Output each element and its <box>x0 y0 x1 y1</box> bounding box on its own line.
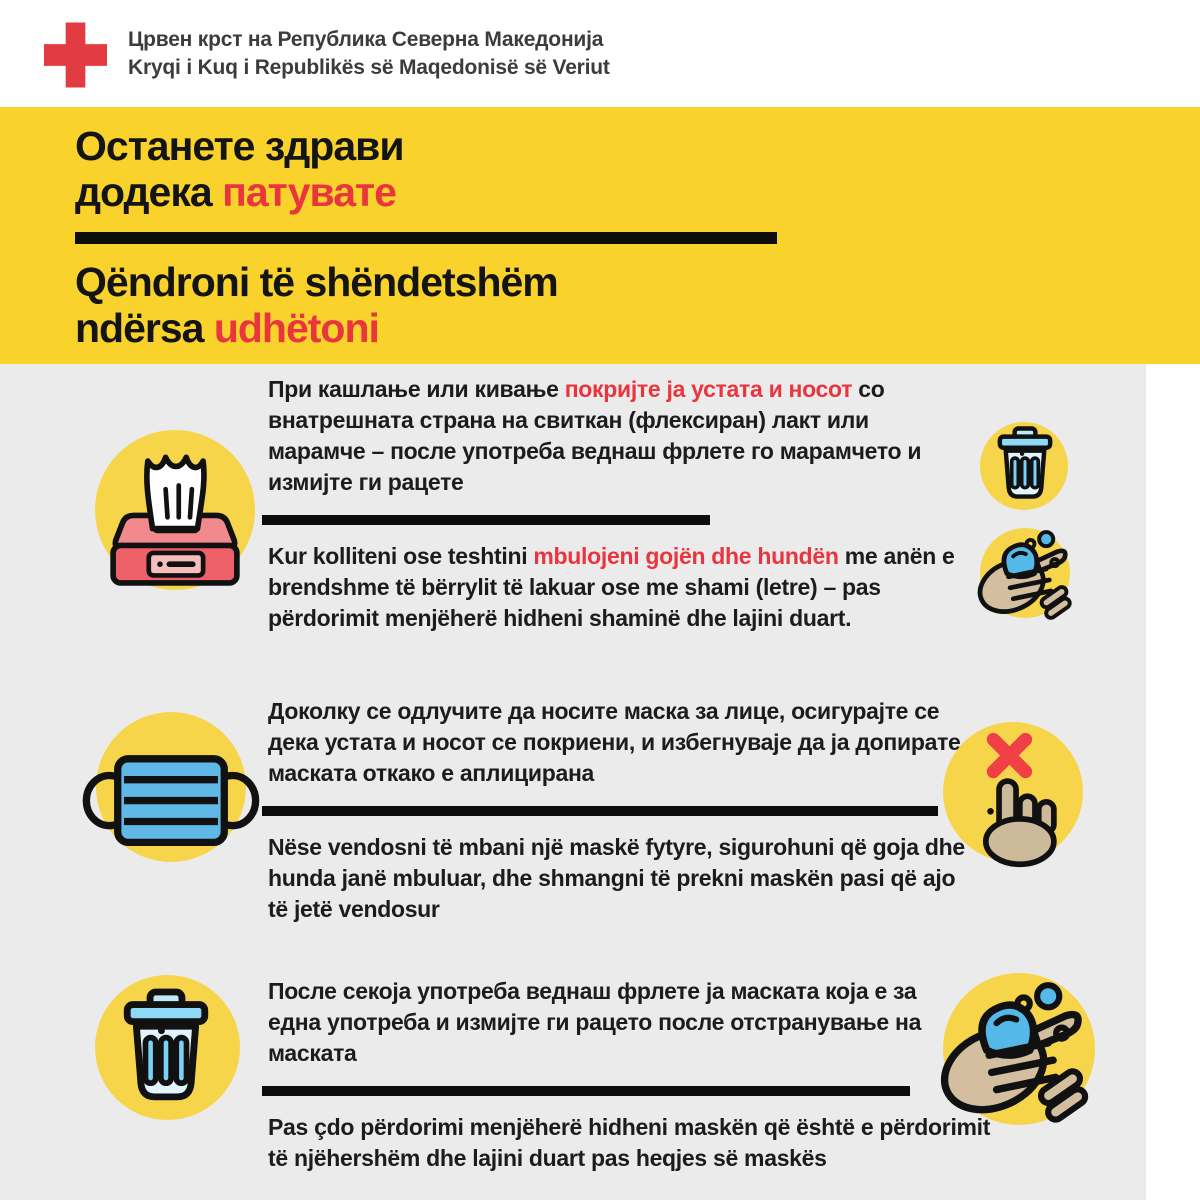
banner-divider <box>75 232 777 244</box>
paragraph-mk <box>268 374 968 498</box>
mk-text-post: со внатрешната страна на свиткан (флексиран) лакт или марамче – после употреба веднаш фрлете го марамчето и измијте ги рацете <box>268 376 922 495</box>
paragraph-mk <box>268 976 968 1069</box>
tissue-box-icon <box>95 430 255 590</box>
section-divider <box>262 806 938 816</box>
section3-text <box>268 976 1008 1174</box>
hand-washing-icon <box>980 528 1070 618</box>
banner-title-mk-line2-black: додека <box>75 169 223 215</box>
organization-name <box>128 26 610 82</box>
section1-text <box>268 374 968 634</box>
tissue-box-graphic <box>100 444 250 585</box>
mk-text: После секоја употреба веднаш фрлете ја маската која е за една употреба и измијте ги рацето после отстранување на маската <box>268 978 922 1066</box>
org-name-sq: Kryqi i Kuq i Republikës së Maqedonisë së Veriut <box>128 56 610 79</box>
section2-text <box>268 696 968 925</box>
banner-title-sq-line2 <box>75 305 777 351</box>
sq-highlight: mbulojeni gojën dhe hundën <box>533 543 839 569</box>
trash-bin-graphic <box>988 424 1062 507</box>
face-mask-icon <box>96 712 246 862</box>
trash-bin-icon <box>980 422 1068 510</box>
banner-title-mk-line2 <box>75 169 777 215</box>
mk-text: При кашлање или кивање <box>268 376 565 402</box>
banner-title-sq-line2-red: udhëtoni <box>213 305 379 351</box>
trash-bin-icon <box>95 975 240 1120</box>
paragraph-sq <box>268 1112 1008 1174</box>
paragraph-sq <box>268 541 968 634</box>
sq-text-post: me anën e brendshme të bërrylit të lakuar ose me shami (letre) – pas përdorimit menjëherë hidheni shaminë dhe lajini duart. <box>268 543 955 631</box>
paragraph-mk <box>268 696 968 789</box>
red-cross-logo <box>44 22 107 88</box>
do-not-touch-graphic <box>965 728 1069 870</box>
trash-bin-graphic <box>109 985 223 1113</box>
sq-text: Kur kolliteni ose teshtini <box>268 543 534 569</box>
do-not-touch-icon <box>943 722 1083 862</box>
hand-washing-icon <box>943 973 1095 1125</box>
mk-text: Доколку се одлучите да носите маска за лице, осигурајте се дека устата и носот се покриени, и избегнуваје да ја допирате маската откако е аплицирана <box>268 698 961 786</box>
mk-highlight: покријте ја устата и носот <box>564 376 853 402</box>
sq-text: Nëse vendosni të mbani një maskë fytyre, sigurohuni që goja dhe hunda janë mbuluar, dhe shmangni të prekni maskën pasi që ajo të jetë vendosur <box>268 834 965 922</box>
banner-title-sq-line1: Qëndroni të shëndetshëm <box>75 259 558 305</box>
banner-title-sq-line2-black: ndërsa <box>75 305 214 351</box>
hand-washing-graphic <box>935 979 1095 1129</box>
banner-title-mk-line2-red: патувате <box>222 169 396 215</box>
header <box>0 0 1200 107</box>
org-name-mk: Црвен крст на Република Северна Македонија <box>128 28 604 51</box>
face-mask-graphic <box>82 740 260 857</box>
section-divider <box>262 515 710 525</box>
sq-text: Pas çdo përdorimi menjëherë hidheni maskën që është e përdorimit të njëhershëm dhe lajini duart pas heqjes së maskës <box>268 1114 991 1171</box>
hand-washing-graphic <box>974 528 1076 624</box>
title-banner <box>0 107 1200 364</box>
paragraph-sq <box>268 832 968 925</box>
section-divider <box>262 1086 910 1096</box>
banner-title-mk-line1: Останете здрави <box>75 123 404 169</box>
